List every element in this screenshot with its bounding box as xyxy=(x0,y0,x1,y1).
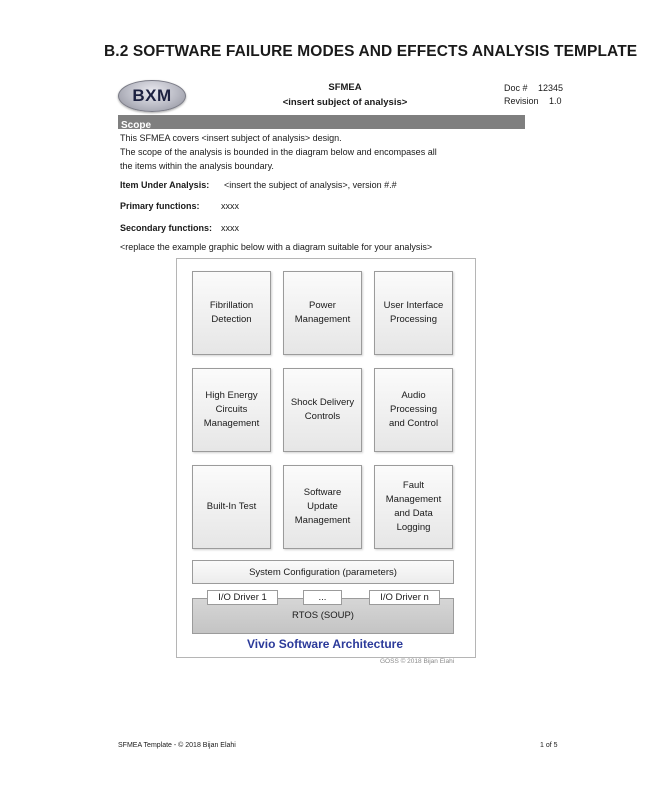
system-configuration-label: System Configuration (parameters) xyxy=(249,566,397,578)
scope-line-2: The scope of the analysis is bounded in the diagram below and encompases all xyxy=(120,147,437,157)
secondary-functions-value: xxxx xyxy=(221,223,239,233)
module-label: User Interface Processing xyxy=(383,300,444,325)
doc-number-label: Doc # xyxy=(504,83,528,93)
module-label: Software Update Management xyxy=(294,487,351,526)
rtos-label: RTOS (SOUP) xyxy=(292,610,354,621)
io-driver-ellipsis-box xyxy=(303,590,342,605)
io-driver-1-label: I/O Driver 1 xyxy=(218,592,267,603)
io-driver-n-box xyxy=(369,590,440,605)
module-power-management xyxy=(283,271,362,355)
scope-heading-bar xyxy=(118,115,525,129)
io-driver-1-box xyxy=(207,590,278,605)
module-label: Power Management xyxy=(294,300,351,325)
module-high-energy-circuits-management xyxy=(192,368,271,452)
item-under-analysis-value: <insert the subject of analysis>, version #.# xyxy=(224,180,397,190)
subject-of-analysis: <insert subject of analysis> xyxy=(282,97,408,108)
scope-heading: Scope xyxy=(121,120,152,131)
scope-line-3: the items within the analysis boundary. xyxy=(120,161,274,171)
architecture-diagram-title: Vivio Software Architecture xyxy=(246,637,404,651)
page-title: B.2 SOFTWARE FAILURE MODES AND EFFECTS ANALYSIS TEMPLATE xyxy=(104,43,638,60)
module-user-interface-processing xyxy=(374,271,453,355)
page-number: 1 of 5 xyxy=(540,742,558,749)
module-built-in-test xyxy=(192,465,271,549)
module-shock-delivery-controls xyxy=(283,368,362,452)
item-under-analysis-label: Item Under Analysis: xyxy=(120,180,210,190)
module-label: High Energy Circuits Management xyxy=(203,390,260,429)
system-configuration-bar xyxy=(192,560,454,584)
scope-line-1: This SFMEA covers <insert subject of analysis> design. xyxy=(120,133,342,143)
bxm-logo xyxy=(118,80,186,112)
revision-label: Revision xyxy=(504,96,539,106)
module-audio-processing-and-control xyxy=(374,368,453,452)
logo-text: BXM xyxy=(132,86,172,105)
secondary-functions-label: Secondary functions: xyxy=(120,223,213,233)
diagram-copyright: GOSS © 2018 Bijan Elahi xyxy=(380,658,455,665)
primary-functions-value: xxxx xyxy=(221,201,239,211)
primary-functions-label: Primary functions: xyxy=(120,201,200,211)
footer-copyright: SFMEA Template - © 2018 Bijan Elahi xyxy=(118,742,236,749)
module-software-update-management xyxy=(283,465,362,549)
module-label: Audio Processing and Control xyxy=(388,390,439,429)
revision-value: 1.0 xyxy=(549,96,562,106)
module-label: Built-In Test xyxy=(206,501,257,512)
replace-graphic-note: <replace the example graphic below with a diagram suitable for your analysis> xyxy=(120,242,433,252)
module-fault-management-and-data-logging xyxy=(374,465,453,549)
module-label: Fault Management and Data Logging xyxy=(385,480,442,533)
module-fibrillation-detection xyxy=(192,271,271,355)
module-label: Shock Delivery Controls xyxy=(290,397,355,422)
io-driver-ellipsis-label: ... xyxy=(318,592,327,603)
module-label: Fibrillation Detection xyxy=(209,300,254,325)
io-driver-n-label: I/O Driver n xyxy=(380,592,429,603)
doc-number-value: 12345 xyxy=(538,83,564,93)
document-type: SFMEA xyxy=(328,82,362,93)
